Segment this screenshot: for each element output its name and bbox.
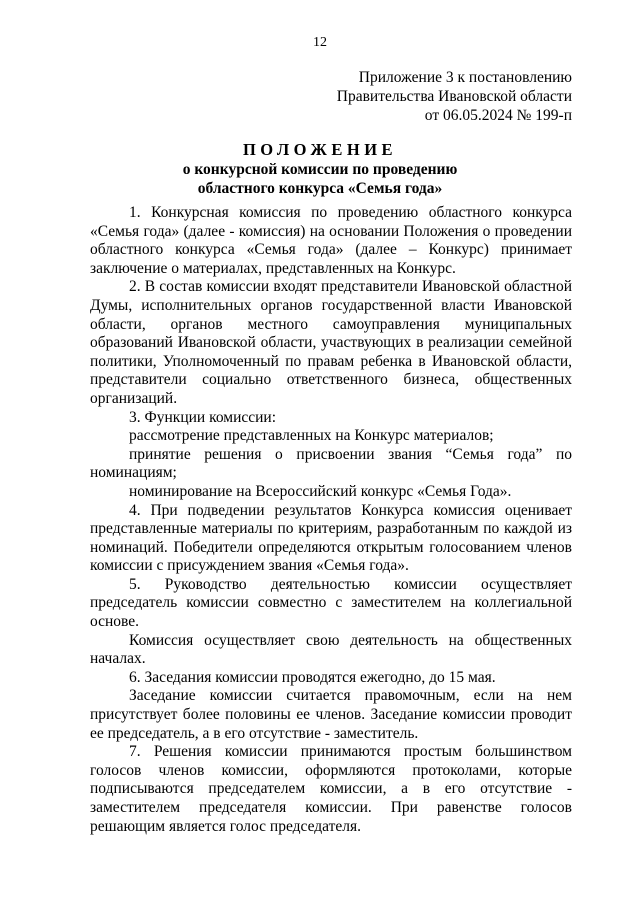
paragraph-7: 7. Решения комиссии принимаются простым большинством голосов членов комиссии, оформляются протоколами, которые подписываются председателем комиссии, а в его отсутствие - заместителем председателя комиссии. При равенстве голосов решающим является голос председателя.: [90, 743, 572, 835]
paragraph-6: 6. Заседания комиссии проводятся ежегодно, до 15 мая.: [129, 668, 496, 686]
document-body: [90, 204, 572, 836]
function-item: рассмотрение представленных на Конкурс материалов;: [129, 427, 494, 445]
appendix-line: Правительства Ивановской области: [336, 88, 572, 105]
function-item: номинирование на Всероссийский конкурс «Семья Года».: [129, 482, 512, 500]
paragraph-4: 4. При подведении результатов Конкурса комиссия оценивает представленные материалы по критериям, разработанным по каждой из номинаций. Победители определяются открытым голосованием членов комиссии с присуждением звания «Семья года».: [90, 501, 572, 575]
paragraph-5: 5. Руководство деятельностью комиссии осуществляет председатель комиссии совместно с заместителем на коллегиальной основе.: [90, 575, 572, 631]
document-subtitle-line: областного конкурса «Семья года»: [197, 180, 443, 197]
function-item: принятие решения о присвоении звания “Семья года” по номинациям;: [90, 445, 572, 482]
document-heading: [0, 140, 640, 198]
appendix-block: [337, 68, 572, 125]
paragraph-6-note: Заседание комиссии считается правомочным, если на нем присутствует более половины ее членов. Заседание комиссии проводит ее председатель, а в его отсутствие - заместитель.: [90, 687, 572, 742]
paragraph-5-note: Комиссия осуществляет свою деятельность на общественных началах.: [90, 631, 572, 668]
paragraph-3-heading: 3. Функции комиссии:: [129, 408, 277, 426]
document-title: ПОЛОЖЕНИЕ: [242, 140, 398, 159]
appendix-line: от 06.05.2024 № 199-п: [424, 107, 572, 124]
page-number: 12: [313, 35, 327, 50]
paragraph-2: 2. В состав комиссии входят представители Ивановской областной Думы, исполнительных органов государственной власти Ивановской области, органов местного самоуправления муниципальных образований Ивановской области, участвующих в реализации семейной политики, Уполномоченный по правам ребенка в Ивановской области, представители социально ответственного бизнеса, общественных организаций.: [90, 278, 572, 407]
appendix-line: Приложение 3 к постановлению: [358, 69, 572, 86]
paragraph-1: 1. Конкурсная комиссия по проведению областного конкурса «Семья года» (далее - комиссия) на основании Положения о проведении областного конкурса «Семья года» (далее – Конкурс) принимает заключение о материалах, представленных на Конкурс.: [90, 204, 572, 277]
document-subtitle-line: о конкурсной комиссии по проведению: [182, 161, 458, 178]
